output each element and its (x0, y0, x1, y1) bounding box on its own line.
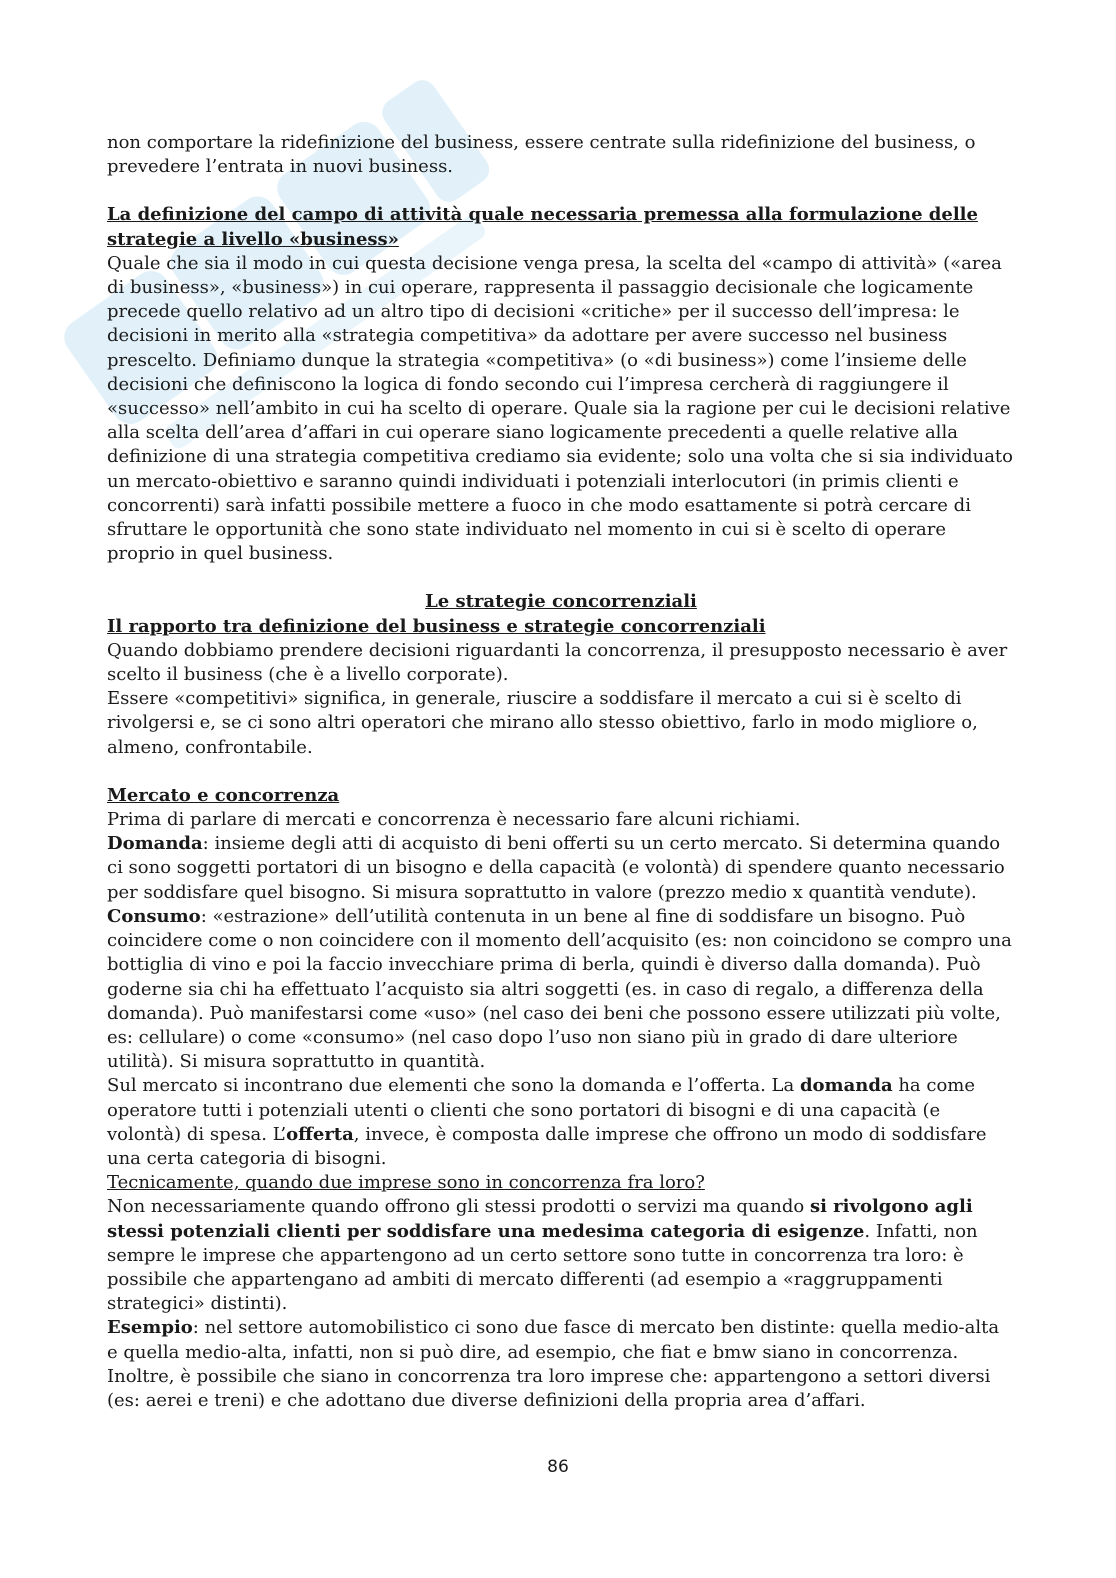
incontro-bold-domanda: domanda (799, 1075, 893, 1097)
section-heading-campo-attivita: La definizione del campo di attività quale necessaria premessa alla formulazione delle strategie a livello «business» (107, 204, 978, 250)
incontro-paragraph (107, 1074, 1015, 1171)
esempio-term: Esempio (107, 1317, 193, 1339)
incontro-text-e: , invece, è composta dalle imprese che offrono un modo di soddisfare una certa categoria di bisogni. (107, 1123, 987, 1169)
document-page (107, 131, 1015, 1413)
page-number: 86 (547, 1457, 569, 1477)
esempio-paragraph (107, 1316, 1015, 1364)
consumo-term: Consumo (107, 905, 201, 927)
section-heading-mercato: Mercato e concorrenza (107, 784, 340, 806)
question-tecnicamente: Tecnicamente, quando due imprese sono in concorrenza fra loro? (107, 1172, 705, 1194)
domanda-definition (107, 832, 1015, 905)
consumo-text: : «estrazione» dell’utilità contenuta in un bene al fine di soddisfare un bisogno. Può coincidere come o non coincidere con il momento dell’acquisito (es: non coincidono se compro una bottiglia di vino e poi la faccio invecchiare prima di berla, quindi è diverso dalla domanda). Può goderne sia chi ha effettuato l’acquisto sia altri soggetti (es. in caso di regalo, a differenza della domanda). Può manifestarsi come «uso» (nel caso dei beni che possono essere utilizzati più volte, es: cellulare) o come «consumo» (nel caso dopo l’uso non siano più in grado di dare ulteriore utilità). Si misura soprattutto in quantità. (107, 905, 1012, 1073)
risposta-text-a: Non necessariamente quando offrono gli stessi prodotti o servizi ma quando (107, 1196, 810, 1218)
mercato-intro-paragraph: Prima di parlare di mercati e concorrenza è necessario fare alcuni richiami. (107, 809, 801, 831)
risposta-paragraph (107, 1195, 1015, 1316)
consumo-definition (107, 905, 1015, 1074)
section-heading-rapporto: Il rapporto tra definizione del business e strategie concorrenziali (107, 615, 766, 637)
risposta-bold: si rivolgono agli stessi potenziali clienti per soddisfare una medesima categoria di esigenze (107, 1196, 973, 1242)
incontro-text-a: Sul mercato si incontrano due elementi che sono la domanda e l’offerta. La (107, 1075, 800, 1097)
campo-attivita-paragraph: Quale che sia il modo in cui questa decisione venga presa, la scelta del «campo di attività» («area di business», «business») in cui operare, rappresenta il passaggio decisionale che logicamente precede quello relativo ad un altro tipo di decisioni «critiche» per il successo dell’impresa: le decisioni in merito alla «strategia competitiva» da adottare per avere successo nel business prescelto. Definiamo dunque la strategia «competitiva» (o «di business») come l’insieme delle decisioni che definiscono la logica di fondo secondo cui l’impresa cercherà di raggiungere il «successo» nell’ambito in cui ha scelto di operare. Quale sia la ragione per cui le decisioni relative alla scelta dell’area d’affari in cui operare siano logicamente precedenti a quelle relative alla definizione di una strategia competitiva crediamo sia evidente; solo una volta che si sia individuato un mercato-obiettivo e saranno quindi individuati i potenziali interlocutori (in primis clienti e concorrenti) sarà infatti possibile mettere a fuoco in che modo esattamente si potrà cercare di sfruttare le opportunità che sono state individuato nel momento in cui si è scelto di operare proprio in quel business. (107, 252, 1014, 565)
domanda-text: : insieme degli atti di acquisto di beni offerti su un certo mercato. Si determina quando ci sono soggetti portatori di un bisogno e della capacità (e volontà) di spendere quanto necessario per soddisfare quel bisogno. Si misura soprattutto in valore (prezzo medio x quantità vendute). (107, 833, 1005, 903)
domanda-term: Domanda (107, 833, 203, 855)
chapter-title-strategie-concorrenziali: Le strategie concorrenziali (425, 591, 697, 613)
inoltre-paragraph: Inoltre, è possibile che siano in concorrenza tra loro imprese che: appartengono a settori diversi (es: aerei e treni) e che adottano due diverse definizioni della propria area d’affari. (107, 1365, 991, 1411)
rapporto-paragraph-1: Quando dobbiamo prendere decisioni riguardanti la concorrenza, il presupposto necessario è aver scelto il business (che è a livello corporate). (107, 639, 1008, 686)
rapporto-paragraph-2: Essere «competitivi» significa, in generale, riuscire a soddisfare il mercato a cui si è scelto di rivolgersi e, se ci sono altri operatori che mirano allo stesso obiettivo, farlo in modo migliore o, almeno, confrontabile. (107, 688, 978, 758)
risposta-text-c: . Infatti, non sempre le imprese che appartengono ad un certo settore sono tutte in concorrenza tra loro: è possibile che appartengano ad ambiti di mercato differenti (ad esempio a «raggruppamenti strategici» distinti). (107, 1220, 978, 1315)
incontro-bold-offerta: offerta (286, 1123, 354, 1145)
incontro-text-c: ha come operatore tutti i potenziali utenti o clienti che sono portatori di bisogni e di una capacità (e volontà) di spesa. L’ (107, 1075, 976, 1145)
intro-paragraph: non comportare la ridefinizione del business, essere centrate sulla ridefinizione del business, o prevedere l’entrata in nuovi business. (107, 132, 976, 178)
esempio-text: : nel settore automobilistico ci sono due fasce di mercato ben distinte: quella medio-alta e quella medio-alta, infatti, non si può dire, ad esempio, che fiat e bmw siano in concorrenza. (107, 1317, 1000, 1363)
